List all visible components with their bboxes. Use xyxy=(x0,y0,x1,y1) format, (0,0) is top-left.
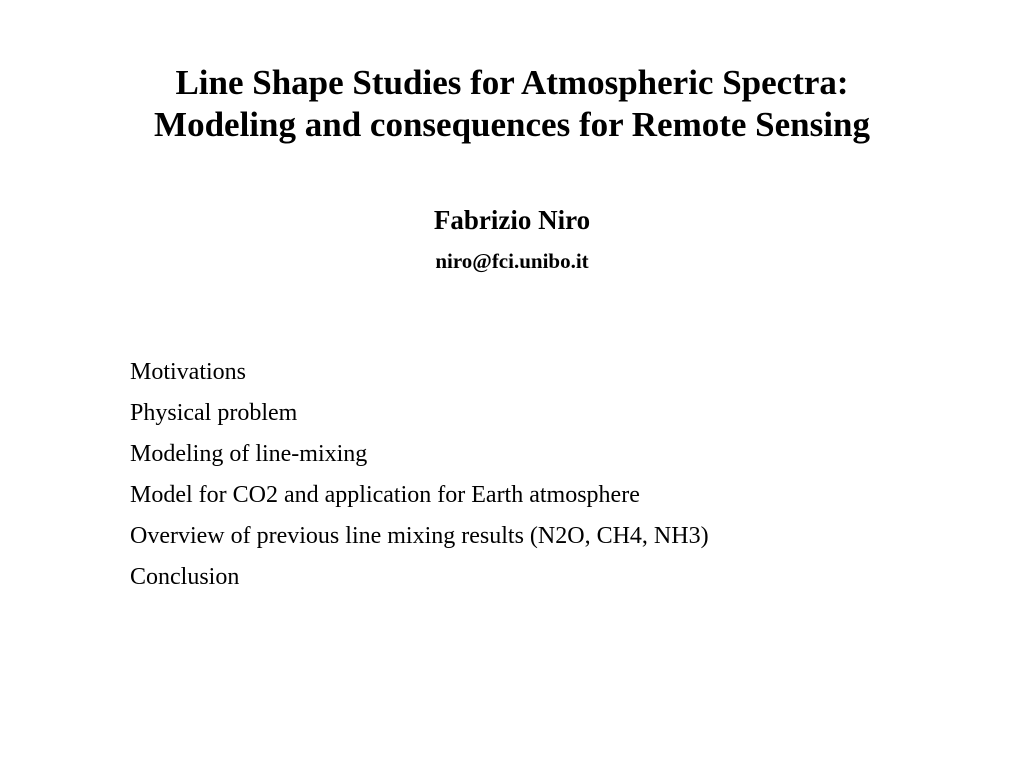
author-name: Fabrizio Niro xyxy=(433,205,591,235)
slide-title-line-2: Modeling and consequences for Remote Sensing xyxy=(154,105,870,144)
outline-item-physical-problem: Physical problem xyxy=(130,400,298,426)
slide-title xyxy=(0,62,1024,146)
outline-item-model-co2: Model for CO2 and application for Earth atmosphere xyxy=(130,482,640,508)
outline-item-conclusion: Conclusion xyxy=(130,564,240,590)
outline-item-motivations: Motivations xyxy=(130,359,247,385)
author-email: niro@fci.unibo.it xyxy=(435,249,589,273)
outline-list xyxy=(130,352,709,598)
outline-item-modeling-line-mixing: Modeling of line-mixing xyxy=(130,441,368,467)
slide-title-line-1: Line Shape Studies for Atmospheric Spectra: xyxy=(175,63,849,102)
outline-item-overview-previous-results: Overview of previous line mixing results (N2O, CH4, NH3) xyxy=(130,523,709,549)
